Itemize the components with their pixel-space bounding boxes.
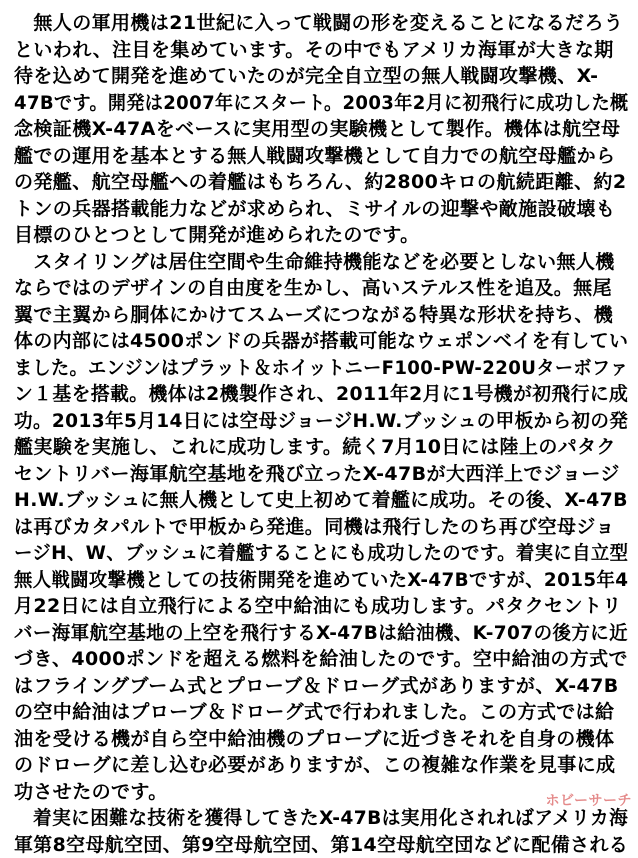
text-line: 功させたのです。 [14,779,628,806]
text-line: 着実に困難な技術を獲得してきたX-47Bは実用化されればアメリカ海 [14,805,617,832]
text-line: ました。エンジンはプラット＆ホイットニーF100-PW-220Uターボファ [14,355,599,382]
text-line: のドローグに差し込む必要がありますが、この複雑な作業を見事に成 [14,752,628,779]
text-line: トンの兵器搭載能力などが求められ、ミサイルの迎撃や敵施設破壊も [14,196,628,223]
watermark-logo: ホビーサーチ [546,790,632,810]
text-line: H.W.ブッシュに無人機として史上初めて着艦に成功。その後、X-47B [14,487,624,514]
text-line: 功。2013年5月14日には空母ジョージH.W.ブッシュの甲板から初の発 [14,408,613,435]
text-line: バー海軍航空基地の上空を飛行するX-47Bは給油機、K-707の後方に近 [14,620,611,647]
text-line: 翼で主翼から胴体にかけてスムーズにつながる特異な形状を持ち、機 [14,302,628,329]
text-line: づき、4000ポンドを超える燃料を給油したのです。空中給油の方式で [14,646,627,673]
text-line: はフライングブーム式とプローブ＆ドローグ式がありますが、X-47B [14,673,628,700]
text-line: ン１基を搭載。機体は2機製作され、2011年2月に1号機が初飛行に成 [14,381,622,408]
text-line: ならではのデザインの自由度を生かし、高いステルス性を追及。無尾 [14,275,628,302]
text-line: スタイリングは居住空間や生命維持機能などを必要としない無人機 [14,249,628,276]
text-line: 47Bです。開発は2007年にスタート。2003年2月に初飛行に成功した概 [14,90,598,117]
text-line: 艦実験を実施し、これに成功します。続く7月10日には陸上のパタク [14,434,628,461]
text-line: 軍第8空母航空団、第9空母航空団、第14空母航空団などに配備される [14,832,625,858]
text-line: 月22日には自立飛行による空中給油にも成功します。パタクセントリ [14,593,628,620]
text-line: 無人戦闘攻撃機としての技術開発を進めていたX-47Bですが、2015年4 [14,567,607,594]
text-line: 念検証機X-47Aをベースに実用型の実験機として製作。機体は航空母 [14,116,628,143]
article-body [14,10,628,858]
text-line: ージH、W、ブッシュに着艦することにも成功したのです。着実に自立型 [14,540,608,567]
text-line: セントリバー海軍航空基地を飛び立ったX-47Bが大西洋上でジョージ [14,461,628,488]
text-line: 待を込めて開発を進めていたのが完全自立型の無人戦闘攻撃機、X- [14,63,628,90]
text-line: 油を受ける機が自ら空中給油機のプローブに近づきそれを自身の機体 [14,726,628,753]
text-line: といわれ、注目を集めています。その中でもアメリカ海軍が大きな期 [14,37,628,64]
text-line: 無人の軍用機は21世紀に入って戦闘の形を変えることになるだろう [14,10,628,37]
text-line: 艦での運用を基本とする無人戦闘攻撃機として自力での航空母艦から [14,143,628,170]
text-line: 体の内部には4500ポンドの兵器が搭載可能なウェポンベイを有してい [14,328,626,355]
text-line: の空中給油はプローブ＆ドローグ式で行われました。この方式では給 [14,699,628,726]
text-line: は再びカタパルトで甲板から発進。同機は飛行したのち再び空母ジョ [14,514,628,541]
text-line: の発艦、航空母艦への着艦はもちろん、約2800キロの航続距離、約2 [14,169,628,196]
text-line: 目標のひとつとして開発が進められたのです。 [14,222,628,249]
